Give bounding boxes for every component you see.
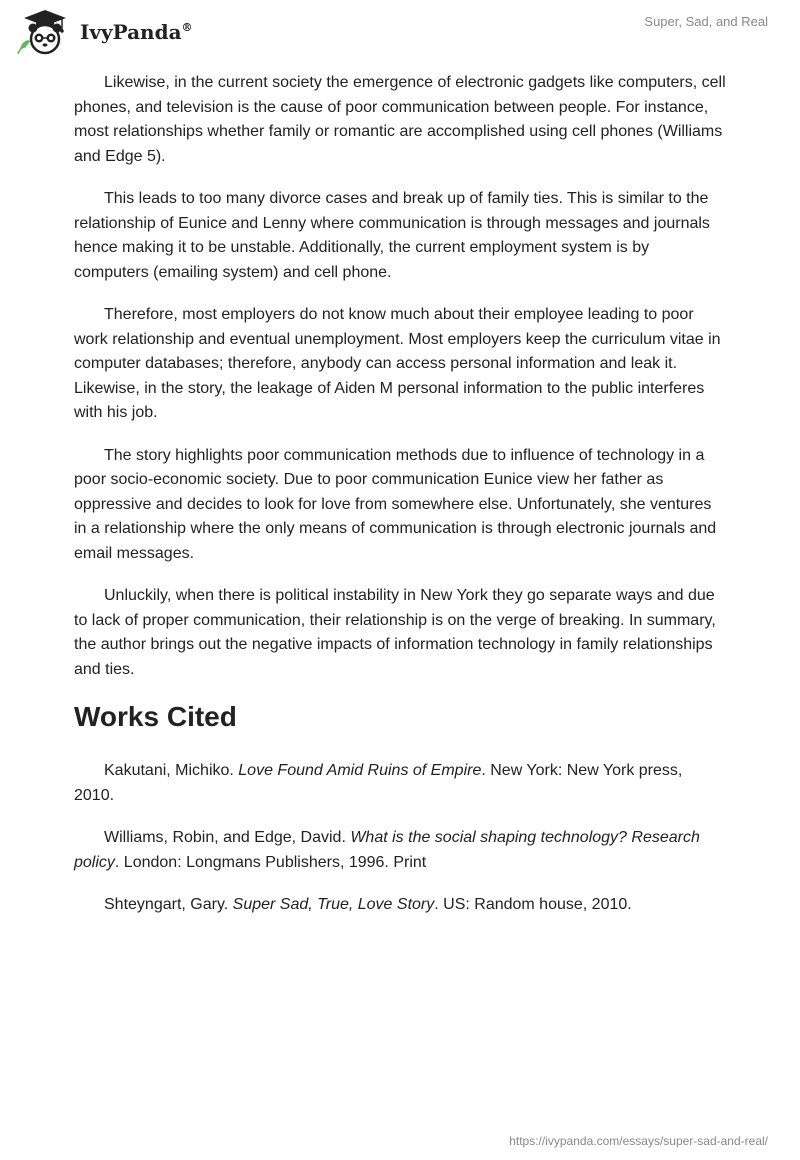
footer-source-url[interactable]: https://ivypanda.com/essays/super-sad-and-real/ [509, 1134, 768, 1148]
citation-title: Super Sad, True, Love Story [232, 896, 435, 913]
body-paragraph-1: Likewise, in the current society the emergence of electronic gadgets like computers, cell phones, and television is the cause of poor communication between people. For instance, most relationships whether family or romantic are accomplished using cell phones (Williams and Edge 5). [74, 74, 726, 165]
page-header [0, 0, 800, 60]
body-paragraph-3: Therefore, most employers do not know much about their employee leading to poor work relationship and eventual unemployment. Most employers keep the curriculum vitae in computer databases; therefore, anybody can access personal information and leak it. Likewise, in the story, the leakage of Aiden M personal information to the public interferes with his job. [74, 306, 721, 421]
essay-content [74, 71, 726, 936]
body-paragraph-5: Unluckily, when there is political instability in New York they go separate ways and due to lack of proper communication, their relationship is on the verge of breaking. In summary, the author brings out the negative impacts of information technology in family relationships and ties. [74, 587, 716, 678]
citation-details: . London: Longmans Publishers, 1996. Print [114, 853, 427, 871]
citation-details: . New York: New York press, 2010. [74, 762, 683, 804]
logo-wordmark: IvyPanda® [80, 20, 193, 44]
citation-author: Kakutani, Michiko. [104, 762, 239, 779]
citation-author: Shteyngart, Gary. [104, 896, 233, 913]
works-cited-heading: Works Cited [74, 701, 237, 732]
citation-1 [74, 759, 726, 808]
citation-2 [74, 826, 726, 875]
panda-graduate-icon [16, 8, 74, 56]
citation-details: . US: Random house, 2010. [434, 896, 632, 913]
running-title: Super, Sad, and Real [644, 14, 768, 29]
citation-title: Love Found Amid Ruins of Empire [238, 762, 482, 779]
body-paragraph-2: This leads to too many divorce cases and break up of family ties. This is similar to the relationship of Eunice and Lenny where communication is through messages and journals hence making it to be unstable. Additionally, the current employment system is by computers (emailing system) and cell phone. [74, 190, 710, 281]
citation-title: What is the social shaping technology? Research policy [74, 829, 700, 871]
ivypanda-logo[interactable] [16, 8, 193, 56]
citation-3 [74, 893, 726, 918]
body-paragraph-4: The story highlights poor communication methods due to influence of technology in a poor socio-economic society. Due to poor communication Eunice view her father as oppressive and decides to look for love from somewhere else. Unfortunately, she ventures in a relationship where the only means of communication is through electronic journals and email messages. [74, 446, 717, 562]
citation-author: Williams, Robin, and Edge, David. [104, 829, 351, 846]
